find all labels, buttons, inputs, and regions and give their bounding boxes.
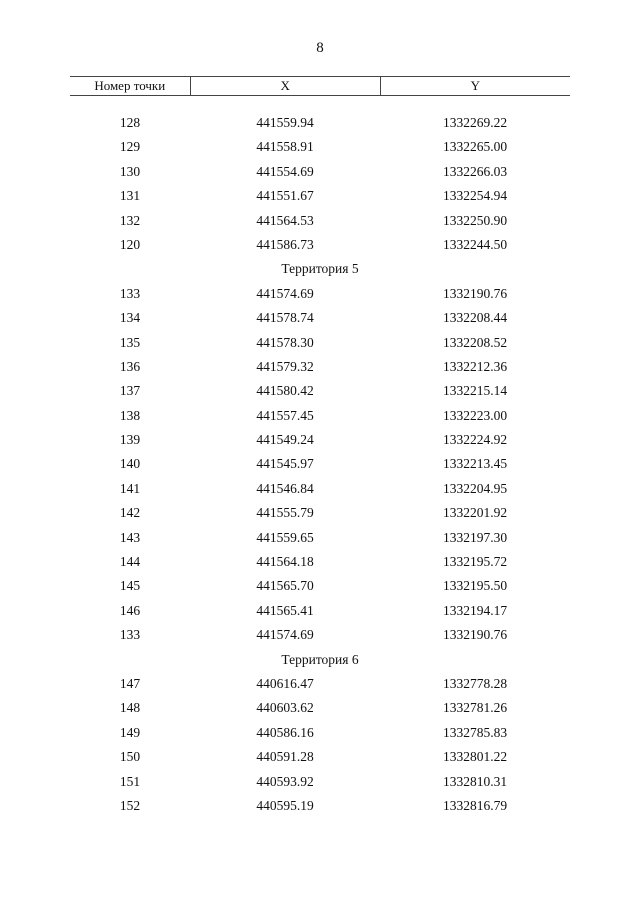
table-row <box>70 404 570 428</box>
table-row <box>70 477 570 501</box>
x-coordinate-cell: 440603.62 <box>256 700 314 716</box>
table-row <box>70 696 570 720</box>
section-title: Территория 6 <box>281 651 359 667</box>
table-row <box>70 721 570 745</box>
y-coordinate-cell: 1332190.76 <box>442 627 508 643</box>
table-row <box>70 428 570 452</box>
point-number-cell: 139 <box>119 432 141 448</box>
y-coordinate-cell: 1332208.52 <box>442 334 508 350</box>
x-coordinate-cell: 441559.65 <box>256 529 314 545</box>
y-coordinate-cell: 1332197.30 <box>442 529 508 545</box>
y-coordinate-cell: 1332215.14 <box>442 383 508 399</box>
y-coordinate-cell: 1332778.28 <box>442 675 508 691</box>
x-coordinate-cell: 441586.73 <box>256 236 314 252</box>
x-coordinate-cell: 441564.18 <box>256 554 314 570</box>
point-number-cell: 149 <box>119 724 141 740</box>
table-row <box>70 233 570 257</box>
y-coordinate-cell: 1332223.00 <box>442 407 508 423</box>
point-number-cell: 152 <box>119 797 141 813</box>
point-number-cell: 120 <box>119 236 141 252</box>
y-coordinate-cell: 1332816.79 <box>442 797 508 813</box>
y-coordinate-cell: 1332201.92 <box>442 505 508 521</box>
point-number-cell: 142 <box>119 505 141 521</box>
y-coordinate-cell: 1332269.22 <box>442 115 508 130</box>
point-number-cell: 135 <box>119 334 141 350</box>
point-number-cell: 129 <box>119 139 141 155</box>
x-coordinate-cell: 441580.42 <box>256 383 314 399</box>
point-number-cell: 141 <box>119 480 141 496</box>
header-x: X <box>190 77 380 95</box>
table-body <box>70 111 570 818</box>
point-number-cell: 130 <box>119 163 141 179</box>
point-number-cell: 138 <box>119 407 141 423</box>
table-row <box>70 574 570 598</box>
point-number-cell: 146 <box>119 602 141 618</box>
table-row <box>70 599 570 623</box>
point-number-cell: 134 <box>119 310 141 326</box>
point-number-cell: 151 <box>119 773 141 789</box>
y-coordinate-cell: 1332254.94 <box>442 188 508 204</box>
x-coordinate-cell: 441578.30 <box>256 334 314 350</box>
x-coordinate-cell: 441564.53 <box>256 212 314 228</box>
x-coordinate-cell: 440595.19 <box>256 797 314 813</box>
table-row <box>70 355 570 379</box>
x-coordinate-cell: 441565.41 <box>256 602 314 618</box>
table-row <box>70 184 570 208</box>
x-coordinate-cell: 441551.67 <box>256 188 314 204</box>
point-number-cell: 144 <box>119 554 141 570</box>
x-coordinate-cell: 441558.91 <box>256 139 314 155</box>
y-coordinate-cell: 1332810.31 <box>442 773 508 789</box>
table-row <box>70 672 570 696</box>
table-row <box>70 526 570 550</box>
y-coordinate-cell: 1332250.90 <box>442 212 508 228</box>
table-row <box>70 331 570 355</box>
x-coordinate-cell: 440593.92 <box>256 773 314 789</box>
x-coordinate-cell: 441578.74 <box>256 310 314 326</box>
table-row <box>70 794 570 818</box>
x-coordinate-cell: 441549.24 <box>256 432 314 448</box>
x-coordinate-cell: 441559.94 <box>256 115 314 130</box>
table-row <box>70 623 570 647</box>
point-number-cell: 133 <box>119 627 141 643</box>
y-coordinate-cell: 1332781.26 <box>442 700 508 716</box>
table-row <box>70 282 570 306</box>
x-coordinate-cell: 440616.47 <box>256 675 314 691</box>
y-coordinate-cell: 1332212.36 <box>442 358 508 374</box>
y-coordinate-cell: 1332224.92 <box>442 432 508 448</box>
x-coordinate-cell: 441574.69 <box>256 285 314 301</box>
x-coordinate-cell: 441565.70 <box>256 578 314 594</box>
x-coordinate-cell: 440591.28 <box>256 749 314 765</box>
point-number-cell: 148 <box>119 700 141 716</box>
table-row <box>70 501 570 525</box>
table-row <box>70 550 570 574</box>
table-row <box>70 770 570 794</box>
y-coordinate-cell: 1332204.95 <box>442 480 508 496</box>
table-row <box>70 379 570 403</box>
point-number-cell: 137 <box>119 383 141 399</box>
table-row <box>70 135 570 159</box>
y-coordinate-cell: 1332195.50 <box>442 578 508 594</box>
point-number-cell: 150 <box>119 749 141 765</box>
coordinates-table <box>70 76 570 818</box>
point-number-cell: 136 <box>119 358 141 374</box>
y-coordinate-cell: 1332244.50 <box>442 236 508 252</box>
point-number-cell: 147 <box>119 675 141 691</box>
y-coordinate-cell: 1332195.72 <box>442 554 508 570</box>
point-number-cell: 143 <box>119 529 141 545</box>
header-point-number: Номер точки <box>94 78 166 93</box>
point-number-cell: 131 <box>119 188 141 204</box>
point-number-cell: 140 <box>119 456 141 472</box>
table-row <box>70 209 570 233</box>
y-coordinate-cell: 1332266.03 <box>442 163 508 179</box>
table-header <box>70 76 570 96</box>
table-row <box>70 745 570 769</box>
point-number-cell: 133 <box>119 285 141 301</box>
y-coordinate-cell: 1332208.44 <box>442 310 508 326</box>
x-coordinate-cell: 441574.69 <box>256 627 314 643</box>
y-coordinate-cell: 1332194.17 <box>442 602 508 618</box>
x-coordinate-cell: 441545.97 <box>256 456 314 472</box>
y-coordinate-cell: 1332265.00 <box>442 139 508 155</box>
header-y: Y <box>380 77 570 95</box>
section-title: Территория 5 <box>281 261 359 277</box>
point-number-cell: 132 <box>119 212 141 228</box>
x-coordinate-cell: 441546.84 <box>256 480 314 496</box>
y-coordinate-cell: 1332785.83 <box>442 724 508 740</box>
x-coordinate-cell: 441557.45 <box>256 407 314 423</box>
point-number-cell: 128 <box>119 115 141 130</box>
x-coordinate-cell: 441555.79 <box>256 505 314 521</box>
y-coordinate-cell: 1332801.22 <box>442 749 508 765</box>
x-coordinate-cell: 440586.16 <box>256 724 314 740</box>
table-row <box>70 452 570 476</box>
page-number: 8 <box>316 40 324 56</box>
table-row <box>70 160 570 184</box>
x-coordinate-cell: 441554.69 <box>256 163 314 179</box>
x-coordinate-cell: 441579.32 <box>256 358 314 374</box>
point-number-cell: 145 <box>119 578 141 594</box>
table-row <box>70 306 570 330</box>
y-coordinate-cell: 1332213.45 <box>442 456 508 472</box>
y-coordinate-cell: 1332190.76 <box>442 285 508 301</box>
table-row <box>70 111 570 135</box>
